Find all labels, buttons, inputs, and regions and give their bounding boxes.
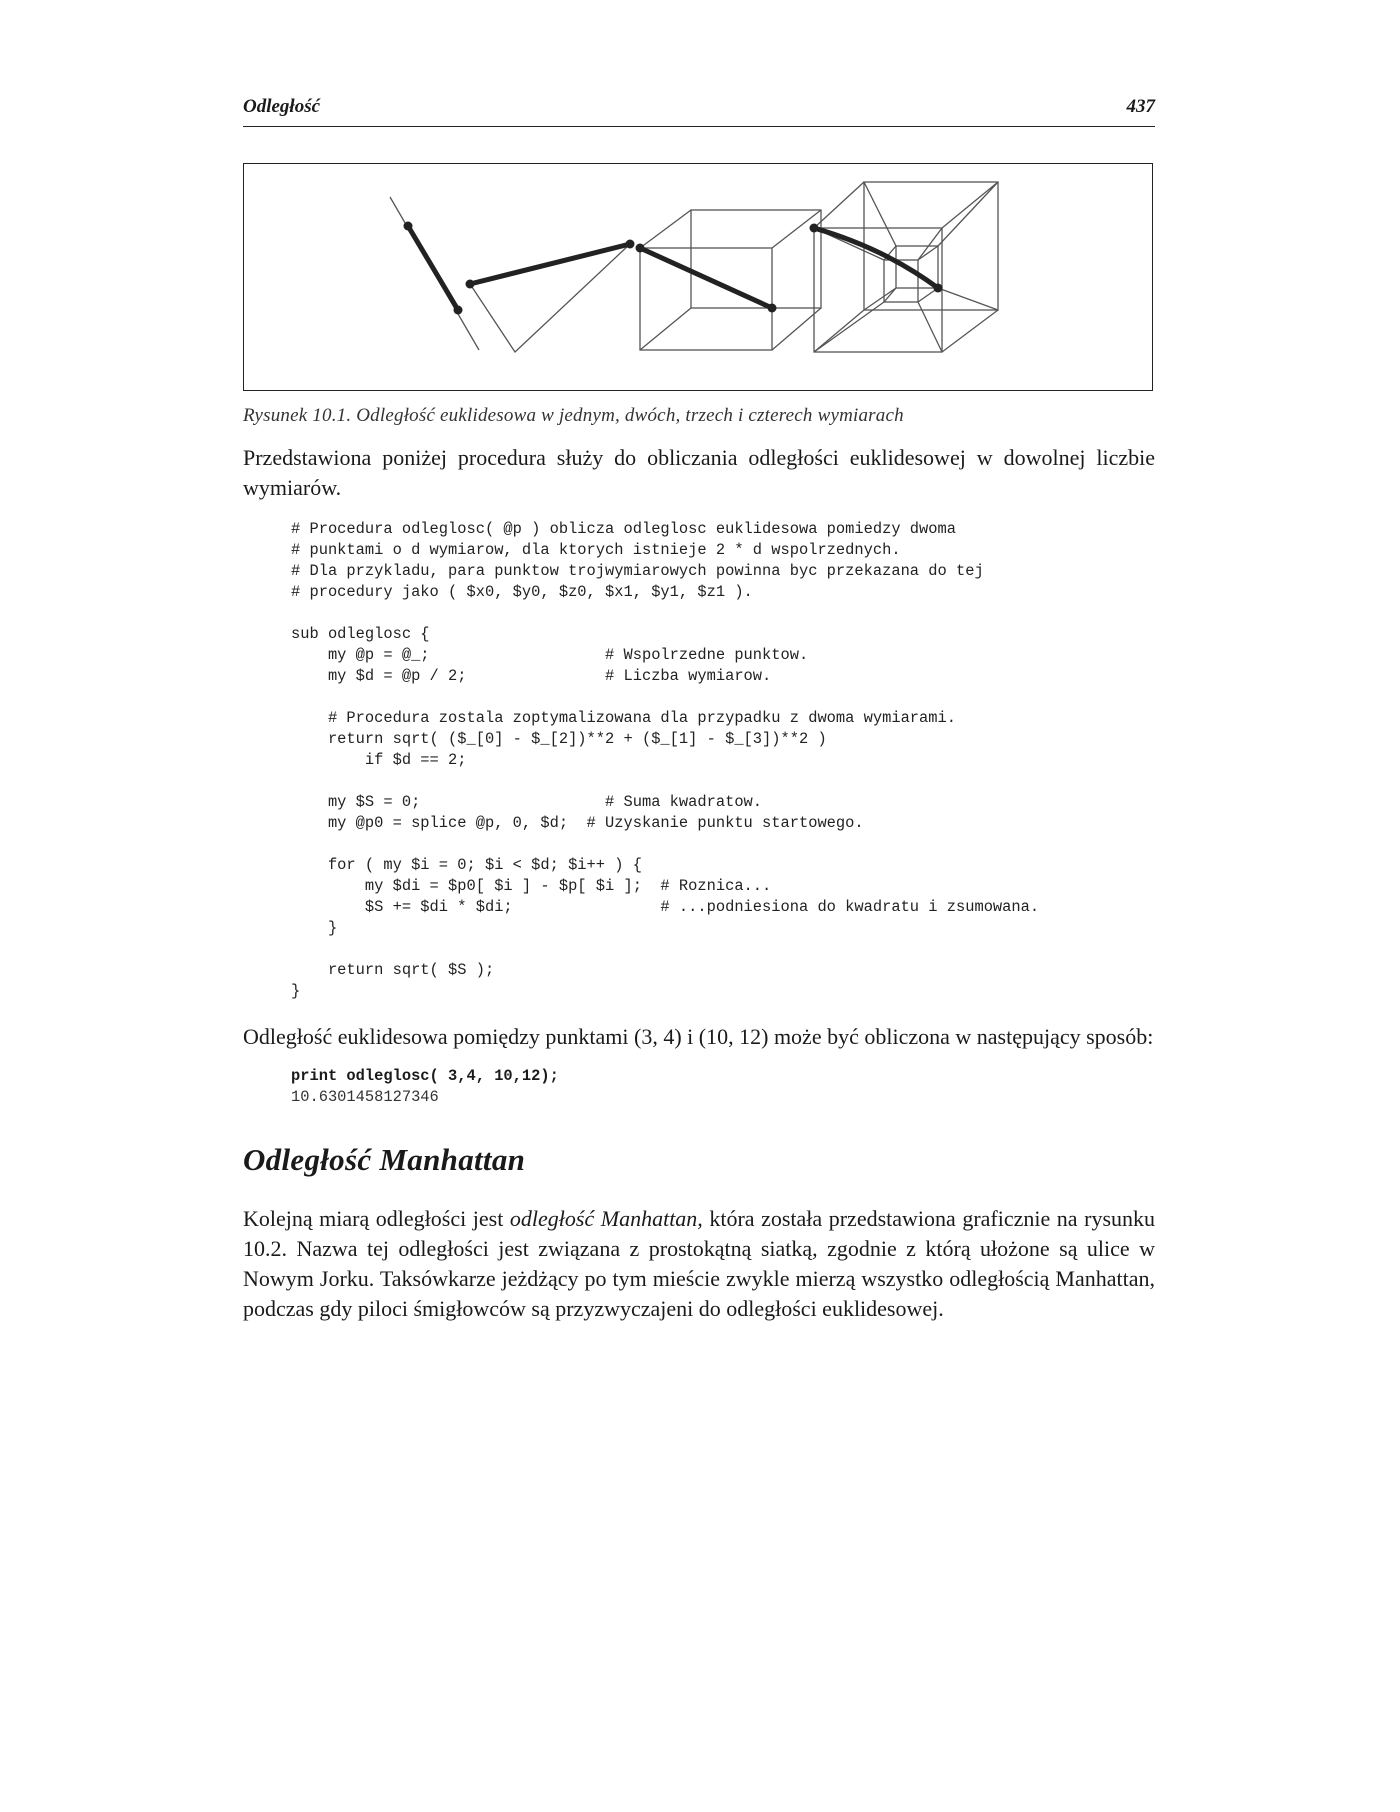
point-1d-b — [454, 306, 463, 315]
section-term-emphasis: odległość Manhattan, — [509, 1206, 703, 1231]
point-1d-a — [404, 222, 413, 231]
code-line: return sqrt( $S ); — [291, 961, 495, 979]
code-line: # procedury jako ( $x0, $y0, $z0, $x1, $y1, $z1 ). — [291, 583, 753, 601]
page — [243, 96, 1155, 1346]
distance-1d — [408, 226, 458, 310]
code-line: my $d = @p / 2; # Liczba wymiarow. — [291, 667, 772, 685]
distance-3d — [640, 248, 772, 308]
figure-caption: Rysunek 10.1. Odległość euklidesowa w jednym, dwóch, trzech i czterech wymiarach — [243, 405, 904, 426]
code-line: } — [291, 919, 338, 937]
code-line — [291, 687, 1155, 708]
code-line: my $S = 0; # Suma kwadratow. — [291, 793, 763, 811]
code-listing — [291, 519, 1155, 1002]
cube-3d — [640, 210, 821, 350]
point-3d-b — [768, 304, 777, 313]
page-number: 437 — [1126, 96, 1155, 117]
code-line: # Dla przykladu, para punktow trojwymiarowych powinna byc przekazana do tej — [291, 562, 984, 580]
code-line: } — [291, 982, 301, 1000]
code-line — [291, 771, 1155, 792]
code-line: $S += $di * $di; # ...podniesiona do kwadratu i zsumowana. — [291, 898, 1040, 916]
triangle-2d — [470, 244, 630, 352]
code-line: sub odleglosc { — [291, 625, 430, 643]
example-code — [291, 1066, 1155, 1108]
point-2d-b — [626, 240, 635, 249]
point-3d-a — [636, 244, 645, 253]
distance-2d — [470, 244, 630, 284]
code-line — [291, 939, 1155, 960]
running-head — [243, 96, 1155, 127]
section-text-start: Kolejną miarą odległości jest — [243, 1206, 510, 1231]
code-line: my @p0 = splice @p, 0, $d; # Uzyskanie punktu startowego. — [291, 814, 864, 832]
code-line: for ( my $i = 0; $i < $d; $i++ ) { — [291, 856, 642, 874]
example-command: print odleglosc( 3,4, 10,12); — [291, 1067, 559, 1085]
code-line: # Procedura zostala zoptymalizowana dla przypadku z dwoma wymiarami. — [291, 709, 956, 727]
code-line — [291, 834, 1155, 855]
code-line: my $di = $p0[ $i ] - $p[ $i ]; # Roznica... — [291, 877, 772, 895]
example-paragraph: Odległość euklidesowa pomiędzy punktami (3, 4) i (10, 12) może być obliczona w następujący sposób: — [243, 1024, 1154, 1049]
figure-euclidean-distances — [243, 163, 1153, 391]
code-line: if $d == 2; — [291, 751, 467, 769]
code-line: # Procedura odleglosc( @p ) oblicza odleglosc euklidesowa pomiedzy dwoma — [291, 520, 956, 538]
code-line: return sqrt( ($_[0] - $_[2])**2 + ($_[1] - $_[3])**2 ) — [291, 730, 827, 748]
section-paragraph — [243, 1204, 1155, 1324]
section-text-rest: która została przedstawiona graficznie na rysunku 10.2. Nazwa tej odległości jest związana z prostokątną siatką, zgodnie z którą ułożone są ulice w Nowym Jorku. Taksówkarze jeżdżący po tym mieście zwykle mierzą wszystko odległością Manhattan, podczas gdy piloci śmigłowców są przyzwyczajeni do odległości euklidesowej. — [243, 1206, 1156, 1321]
intro-paragraph: Przedstawiona poniżej procedura służy do obliczania odległości euklidesowej w dowolnej liczbie wymiarów. — [243, 445, 1155, 500]
point-4d-a — [810, 224, 819, 233]
example-output: 10.6301458127346 — [291, 1088, 439, 1106]
section-heading: Odległość Manhattan — [243, 1142, 526, 1177]
figure-illustration — [244, 164, 1152, 390]
code-line: # punktami o d wymiarow, dla ktorych istnieje 2 * d wspolrzednych. — [291, 541, 901, 559]
point-4d-b — [934, 284, 943, 293]
chapter-title: Odległość — [243, 96, 321, 117]
code-line — [291, 603, 1155, 624]
point-2d-a — [466, 280, 475, 289]
code-line: my @p = @_; # Wspolrzedne punktow. — [291, 646, 809, 664]
